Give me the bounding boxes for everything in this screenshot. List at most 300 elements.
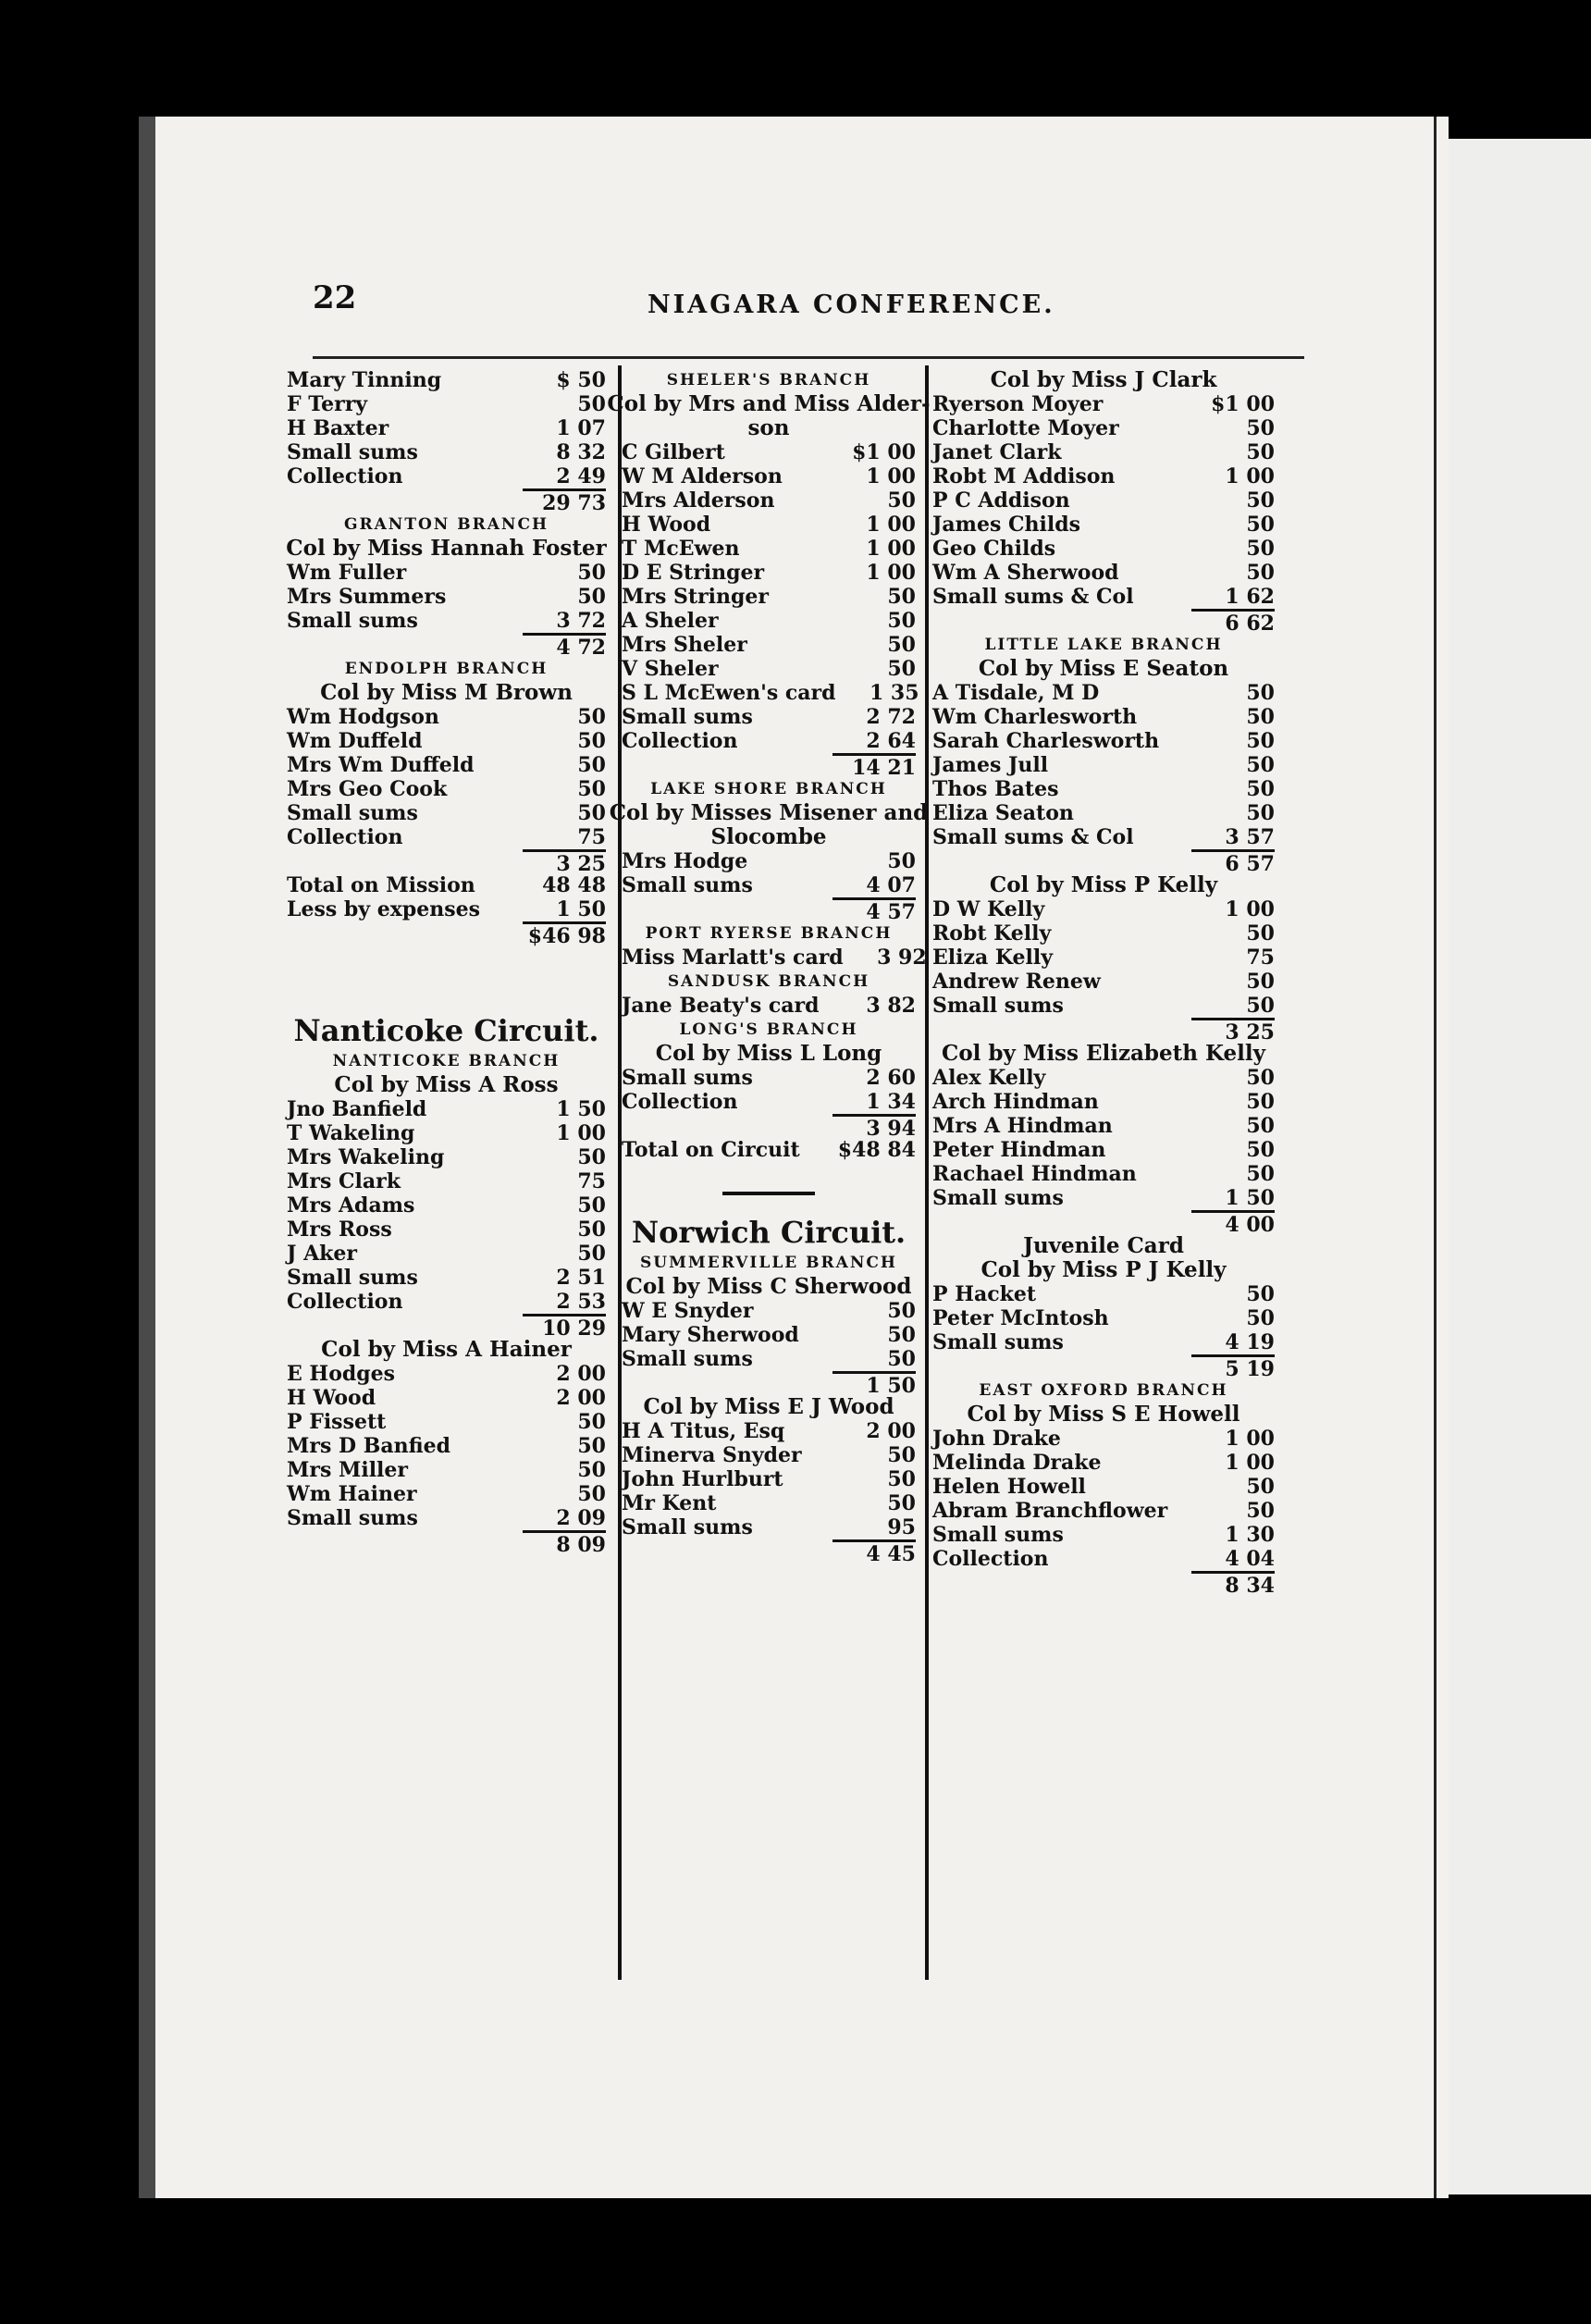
entry-amount: 1 00 (1225, 897, 1275, 921)
entry-amount: 50 (1246, 561, 1275, 585)
entry-name: Melinda Drake (932, 1451, 1102, 1475)
entry-amount: 50 (1246, 753, 1275, 777)
ledger-entry (932, 1523, 1275, 1547)
entry-amount: 1 62 (1225, 585, 1275, 609)
ledger-entry (287, 753, 606, 777)
entry-amount: 2 60 (866, 1066, 916, 1090)
entry-name: Mrs Sheler (622, 633, 747, 657)
ledger-entry (287, 1458, 606, 1482)
entry-amount: 50 (577, 729, 606, 753)
spacer (622, 1173, 916, 1184)
ledger-entry (622, 729, 916, 753)
entry-amount: 2 53 (556, 1290, 606, 1314)
entry-name: A Tisdale, M D (932, 681, 1100, 705)
spacer (622, 1162, 916, 1173)
entry-name: Mrs Alderson (622, 488, 775, 513)
entry-name: Collection (287, 464, 403, 488)
entry-amount: 50 (577, 561, 606, 585)
ledger-entry (932, 1547, 1275, 1571)
collector-line (622, 1275, 916, 1299)
page-fold-line (1434, 117, 1437, 2198)
ledger-entry (622, 1443, 916, 1467)
collector-line (287, 1073, 606, 1097)
ledger-entry (932, 416, 1275, 440)
entry-name: Mrs D Banfied (287, 1434, 450, 1458)
ledger-entry (287, 1145, 606, 1169)
entry-name: Mary Sherwood (622, 1323, 799, 1347)
entry-name: D W Kelly (932, 897, 1045, 921)
entry-name: T Wakeling (287, 1121, 415, 1145)
entry-amount: 4 19 (1225, 1330, 1275, 1354)
ledger-entry (932, 1451, 1275, 1475)
entry-name: Collection (622, 1090, 738, 1114)
entry-name: James Childs (932, 513, 1080, 537)
ledger-entry (932, 392, 1275, 416)
entry-amount: 50 (577, 585, 606, 609)
entry-amount: 1 00 (1225, 464, 1275, 488)
entry-amount: 2 64 (866, 729, 916, 753)
entry-name: Abram Branchflower (932, 1499, 1168, 1523)
entry-name: Rachael Hindman (932, 1162, 1137, 1186)
entry-amount: 50 (887, 488, 916, 513)
entry-amount: 2 00 (556, 1362, 606, 1386)
subtotal-amount: 4 72 (523, 633, 606, 657)
entry-name: Small sums (287, 801, 418, 825)
spacer (287, 968, 606, 979)
entry-name: C Gilbert (622, 440, 725, 464)
entry-name: Mrs Clark (287, 1169, 401, 1193)
subtotal-amount: 3 94 (832, 1114, 916, 1138)
entry-name: T McEwen (622, 537, 740, 561)
entry-amount: 1 00 (866, 561, 916, 585)
collector-line (607, 391, 931, 416)
entry-amount: 50 (1246, 921, 1275, 946)
entry-name: A Sheler (622, 609, 719, 633)
entry-amount: 48 48 (542, 873, 606, 897)
entry-amount: 1 00 (556, 1121, 606, 1145)
entry-name: Eliza Seaton (932, 801, 1074, 825)
entry-amount: 50 (1246, 1114, 1275, 1138)
ledger-entry (622, 849, 916, 873)
collector-name: Col by Miss E Seaton (978, 656, 1229, 681)
circuit-title (622, 1214, 916, 1251)
ledger-entry (932, 537, 1275, 561)
entry-name: Collection (287, 1290, 403, 1314)
collector-line (622, 1042, 916, 1066)
ledger-entry (932, 897, 1275, 921)
entry-name: Small sums (287, 609, 418, 633)
spacer (287, 990, 606, 1001)
ledger-entry (932, 729, 1275, 753)
branch-heading (622, 777, 916, 801)
ledger-entry (932, 825, 1275, 849)
collector-line (287, 537, 606, 561)
entry-amount: 1 34 (866, 1090, 916, 1114)
ledger-entry (622, 873, 916, 897)
entry-name: Minerva Snyder (622, 1443, 802, 1467)
spacer (287, 1001, 606, 1012)
ledger-entry (622, 1323, 916, 1347)
entry-amount: 75 (577, 1169, 606, 1193)
ledger-entry (287, 897, 606, 921)
entry-name: Small sums (287, 1266, 418, 1290)
entry-name: W E Snyder (622, 1299, 754, 1323)
collector-line (622, 825, 916, 849)
branch-name: SUMMERVILLE BRANCH (640, 1254, 897, 1272)
entry-name: Less by expenses (287, 897, 480, 921)
entry-amount: 50 (1246, 801, 1275, 825)
collector-name: Col by Miss S E Howell (967, 1402, 1240, 1427)
collector-line (622, 1395, 916, 1419)
entry-amount: 50 (887, 1491, 916, 1515)
entry-name: Robt M Addison (932, 464, 1116, 488)
ledger-entry (287, 1242, 606, 1266)
entry-amount: 1 00 (1225, 1427, 1275, 1451)
subtotal-row (287, 1314, 606, 1341)
entry-amount: 1 00 (1225, 1451, 1275, 1475)
circuit-name: Nanticoke Circuit. (293, 1013, 599, 1048)
entry-amount: $48 84 (837, 1138, 916, 1162)
ledger-entry (287, 705, 606, 729)
entry-amount: 50 (1246, 1475, 1275, 1499)
entry-amount: 50 (577, 392, 606, 416)
entry-amount: 1 07 (556, 416, 606, 440)
branch-name: SANDUSK BRANCH (667, 972, 870, 991)
branch-heading (622, 970, 916, 994)
entry-amount: 50 (577, 777, 606, 801)
entry-amount: 4 04 (1225, 1547, 1275, 1571)
subtotal-amount: 10 29 (523, 1314, 606, 1338)
ledger-entry (287, 801, 606, 825)
collector-line (932, 368, 1275, 392)
entry-name: Janet Clark (932, 440, 1062, 464)
ledger-entry (287, 1386, 606, 1410)
ledger-entry (932, 1499, 1275, 1523)
ledger-entry (622, 1419, 916, 1443)
ledger-entry (622, 657, 916, 681)
ledger-entry (932, 513, 1275, 537)
entry-amount: 50 (577, 1218, 606, 1242)
branch-name: PORT RYERSE BRANCH (645, 924, 893, 943)
subtotal-row (932, 1018, 1275, 1045)
entry-name: Peter Hindman (932, 1138, 1106, 1162)
entry-name: Wm Hodgson (287, 705, 439, 729)
entry-name: Robt Kelly (932, 921, 1052, 946)
subtotal-amount: 8 34 (1191, 1571, 1275, 1595)
ledger-entry (287, 873, 606, 897)
ledger-entry (287, 368, 606, 392)
entry-amount: 50 (1246, 1306, 1275, 1330)
branch-name: LAKE SHORE BRANCH (650, 780, 887, 798)
collector-line (932, 1403, 1275, 1427)
ledger-entry (287, 1169, 606, 1193)
ledger-entry (287, 464, 606, 488)
entry-amount: 1 50 (556, 1097, 606, 1121)
entry-amount: 50 (1246, 994, 1275, 1018)
subtotal-row (622, 897, 916, 924)
ledger-column-1 (286, 368, 607, 1557)
entry-amount: 2 00 (866, 1419, 916, 1443)
entry-amount: 50 (887, 633, 916, 657)
entry-amount: 50 (1246, 1090, 1275, 1114)
subtotal-row (287, 849, 606, 876)
ledger-entry (932, 1090, 1275, 1114)
branch-name: EAST OXFORD BRANCH (979, 1381, 1228, 1400)
entry-name: P Hacket (932, 1282, 1037, 1306)
entry-name: Wm Hainer (287, 1482, 417, 1506)
subtotal-row (287, 1530, 606, 1557)
ledger-entry (622, 681, 919, 705)
entry-name: Mrs Wakeling (287, 1145, 445, 1169)
entry-name: S L McEwen's card (622, 681, 836, 705)
entry-name: Peter McIntosh (932, 1306, 1109, 1330)
column-divider (925, 365, 929, 1980)
collector-name: Col by Miss A Hainer (321, 1337, 572, 1362)
entry-name: E Hodges (287, 1362, 396, 1386)
ledger-entry (287, 1506, 606, 1530)
subtotal-row (932, 609, 1275, 636)
entry-name: Collection (287, 825, 403, 849)
entry-name: W M Alderson (622, 464, 783, 488)
entry-name: Mrs Stringer (622, 585, 769, 609)
collector-line (287, 681, 606, 705)
ledger-entry (622, 1347, 916, 1371)
branch-heading (622, 1018, 916, 1042)
entry-name: Mrs Wm Duffeld (287, 753, 475, 777)
ledger-entry (287, 729, 606, 753)
entry-name: Small sums & Col (932, 825, 1134, 849)
entry-name: Small sums (932, 1330, 1064, 1354)
branch-heading (287, 1049, 606, 1073)
entry-amount: 50 (1246, 1499, 1275, 1523)
entry-amount: 75 (577, 825, 606, 849)
ledger-entry (287, 1362, 606, 1386)
entry-name: Mrs Miller (287, 1458, 409, 1482)
ledger-entry (622, 1299, 916, 1323)
ledger-entry (932, 1306, 1275, 1330)
entry-name: Small sums (932, 994, 1064, 1018)
entry-name: Sarah Charlesworth (932, 729, 1160, 753)
subtotal-amount: 14 21 (832, 753, 916, 777)
ledger-entry (932, 1114, 1275, 1138)
collector-name: Col by Misses Misener and (609, 800, 929, 825)
subtotal-row (622, 753, 916, 780)
subtotal-row (287, 633, 606, 660)
branch-heading (622, 368, 916, 392)
entry-amount: 1 00 (866, 537, 916, 561)
entry-name: Wm Charlesworth (932, 705, 1138, 729)
ledger-entry (932, 921, 1275, 946)
branch-heading (287, 657, 606, 681)
branch-name: ENDOLPH BRANCH (344, 660, 549, 678)
collector-name: Col by Miss M Brown (320, 680, 573, 705)
ledger-entry (932, 705, 1275, 729)
ledger-entry (622, 994, 916, 1018)
collector-name: Col by Mrs and Miss Alder- (607, 391, 931, 416)
entry-name: Helen Howell (932, 1475, 1086, 1499)
ledger-entry (932, 1427, 1275, 1451)
entry-amount: 50 (1246, 416, 1275, 440)
ledger-entry (932, 1066, 1275, 1090)
ledger-entry (622, 705, 916, 729)
entry-amount: 50 (577, 705, 606, 729)
collector-name: Juvenile Card (1023, 1233, 1184, 1258)
entry-amount: 50 (1246, 1066, 1275, 1090)
entry-name: J Aker (287, 1242, 357, 1266)
collector-name: Col by Miss J Clark (990, 367, 1217, 392)
ledger-entry (287, 416, 606, 440)
entry-name: Charlotte Moyer (932, 416, 1119, 440)
entry-name: D E Stringer (622, 561, 765, 585)
ledger-entry (622, 1491, 916, 1515)
collector-line (287, 1338, 606, 1362)
entry-name: Small sums (622, 1347, 753, 1371)
subtotal-row (932, 1354, 1275, 1381)
entry-name: Total on Circuit (622, 1138, 800, 1162)
ledger-entry (932, 946, 1275, 970)
ledger-entry (287, 440, 606, 464)
entry-name: Wm Duffeld (287, 729, 423, 753)
entry-name: Wm Fuller (287, 561, 407, 585)
entry-amount: 1 35 (869, 681, 919, 705)
subtotal-row (287, 488, 606, 513)
subtotal-amount: 5 19 (1191, 1354, 1275, 1378)
entry-amount: 1 50 (556, 897, 606, 921)
entry-name: Mrs Hodge (622, 849, 748, 873)
ledger-entry (932, 1282, 1275, 1306)
entry-amount: 2 72 (866, 705, 916, 729)
collector-name: Col by Miss L Long (655, 1041, 882, 1066)
entry-amount: 3 57 (1225, 825, 1275, 849)
collector-name: Col by Miss Hannah Foster (286, 536, 607, 561)
ledger-entry (287, 1434, 606, 1458)
entry-amount: 50 (887, 1467, 916, 1491)
branch-name: GRANTON BRANCH (343, 515, 549, 534)
ledger-column-2 (607, 368, 931, 1566)
entry-name: Small sums (622, 1066, 753, 1090)
entry-name: Mrs Adams (287, 1193, 415, 1218)
ledger-entry (622, 1515, 916, 1539)
entry-name: H Wood (622, 513, 711, 537)
subtotal-amount: 4 45 (832, 1539, 916, 1564)
entry-name: Alex Kelly (932, 1066, 1046, 1090)
entry-name: Small sums (622, 1515, 753, 1539)
branch-heading (932, 1378, 1275, 1403)
ledger-entry (287, 777, 606, 801)
entry-name: Mrs A Hindman (932, 1114, 1113, 1138)
ledger-column-3 (932, 367, 1275, 1598)
entry-amount: 4 07 (866, 873, 916, 897)
entry-name: Mrs Summers (287, 585, 447, 609)
branch-heading (287, 513, 606, 537)
entry-amount: 50 (577, 1193, 606, 1218)
entry-name: Mrs Ross (287, 1218, 392, 1242)
entry-name: Small sums (287, 1506, 418, 1530)
ledger-entry (932, 464, 1275, 488)
entry-amount: 8 32 (556, 440, 606, 464)
subtotal-amount: 4 57 (832, 897, 916, 921)
entry-amount: 50 (1246, 513, 1275, 537)
entry-amount: 50 (887, 657, 916, 681)
entry-amount: 1 00 (866, 464, 916, 488)
branch-heading (622, 1251, 916, 1275)
ledger-entry (932, 440, 1275, 464)
branch-name: NANTICOKE BRANCH (332, 1052, 561, 1070)
ledger-entry (932, 1330, 1275, 1354)
collector-line (932, 873, 1275, 897)
ledger-entry (287, 1290, 606, 1314)
ledger-entry (932, 970, 1275, 994)
subtotal-amount: 6 62 (1191, 609, 1275, 633)
entry-amount: $1 00 (852, 440, 916, 464)
ledger-entry (622, 488, 916, 513)
ledger-entry (932, 1475, 1275, 1499)
ledger-entry (932, 488, 1275, 513)
entry-amount: 50 (577, 801, 606, 825)
entry-amount: 3 82 (866, 994, 916, 1018)
entry-amount: 50 (1246, 488, 1275, 513)
entry-name: Small sums (932, 1186, 1064, 1210)
ledger-entry (622, 1090, 916, 1114)
entry-amount: 50 (1246, 705, 1275, 729)
entry-amount: 50 (577, 1410, 606, 1434)
entry-name: H A Titus, Esq (622, 1419, 785, 1443)
entry-name: Mrs Geo Cook (287, 777, 448, 801)
collector-name: Slocombe (710, 824, 827, 849)
entry-amount: 50 (1246, 440, 1275, 464)
entry-amount: 3 92 (877, 946, 927, 970)
ledger-entry (932, 777, 1275, 801)
collector-name: son (747, 415, 790, 440)
ledger-entry (287, 1482, 606, 1506)
collector-line (932, 1042, 1275, 1066)
collector-name: Col by Miss P J Kelly (980, 1257, 1227, 1282)
subtotal-amount: $46 98 (523, 921, 606, 946)
ledger-entry (622, 633, 916, 657)
entry-amount: 50 (887, 585, 916, 609)
running-header: NIAGARA CONFERENCE. (648, 290, 1055, 319)
entry-amount: 2 09 (556, 1506, 606, 1530)
entry-name: Jane Beaty's card (622, 994, 820, 1018)
entry-name: Andrew Renew (932, 970, 1101, 994)
entry-name: H Wood (287, 1386, 376, 1410)
entry-amount: 50 (887, 849, 916, 873)
ledger-entry (932, 753, 1275, 777)
facing-page-strip (1449, 139, 1591, 2194)
ledger-entry (287, 825, 606, 849)
entry-name: John Hurlburt (622, 1467, 783, 1491)
ledger-entry (622, 946, 927, 970)
entry-amount: 50 (887, 1299, 916, 1323)
entry-name: Small sums (932, 1523, 1064, 1547)
subtotal-row (622, 1371, 916, 1398)
entry-name: H Baxter (287, 416, 389, 440)
ledger-entry (932, 1186, 1275, 1210)
entry-amount: 50 (577, 1145, 606, 1169)
entry-amount: 1 50 (1225, 1186, 1275, 1210)
entry-amount: 1 00 (866, 513, 916, 537)
section-separator (622, 1184, 916, 1203)
spacer (287, 957, 606, 968)
subtotal-row (622, 1539, 916, 1564)
entry-amount: 75 (1246, 946, 1275, 970)
circuit-title (287, 1012, 606, 1049)
entry-amount: 50 (887, 1347, 916, 1371)
entry-name: John Drake (932, 1427, 1061, 1451)
entry-amount: $ 50 (556, 368, 606, 392)
branch-name: LITTLE LAKE BRANCH (984, 636, 1223, 654)
ledger-entry (287, 561, 606, 585)
